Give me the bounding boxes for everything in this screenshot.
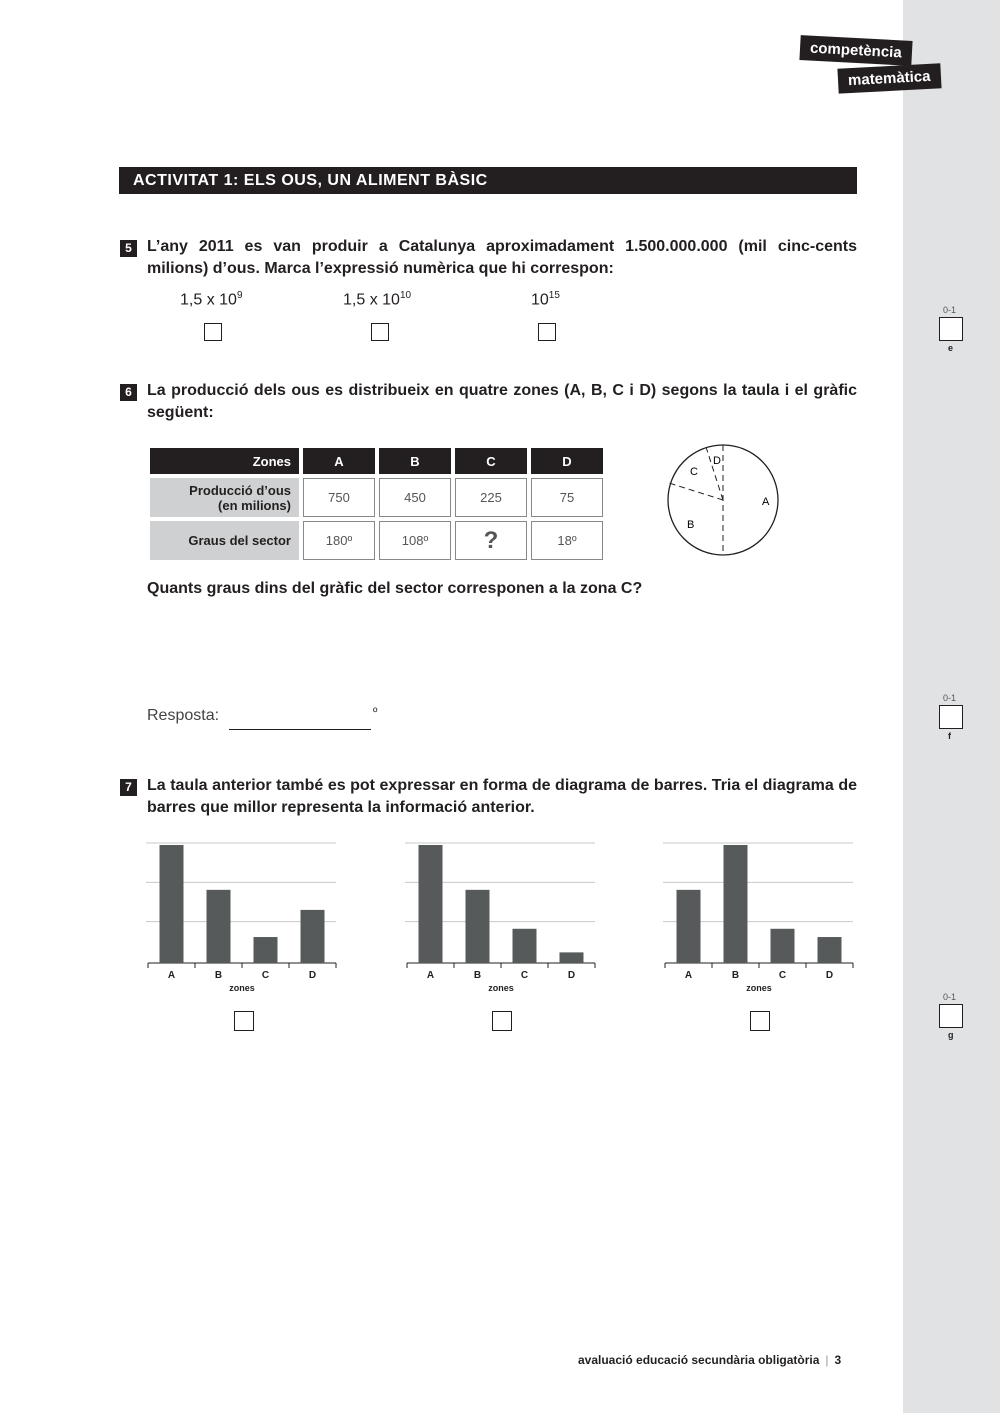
- q7-option-1-checkbox[interactable]: [234, 1011, 254, 1031]
- pie-chart: [660, 440, 790, 565]
- question-5-text: L’any 2011 es van produir a Catalunya aproximadament 1.500.000.000 (mil cinc-cents milions) d’ous. Marca l’expressió numèrica que hi correspon:: [147, 238, 857, 277]
- table-row-degrees: [150, 521, 603, 560]
- table-cell: 180º: [303, 521, 375, 560]
- pie-label-b: B: [687, 519, 695, 531]
- q5-option-3-checkbox[interactable]: [538, 323, 556, 341]
- table-cell: 18º: [531, 521, 603, 560]
- section-title: ACTIVITAT 1: ELS OUS, UN ALIMENT BÀSIC: [119, 167, 857, 194]
- q5-option-1-label: 1,5 x $10^9$: [180, 290, 243, 309]
- score-letter: f: [948, 731, 951, 741]
- q7-option-2-checkbox[interactable]: [492, 1011, 512, 1031]
- footer-separator: |: [825, 1353, 829, 1367]
- q5-option-3-label: $10^{15}$: [531, 290, 560, 309]
- tick-label: A: [684, 970, 693, 981]
- tick-label: D: [308, 970, 317, 981]
- footer: [578, 1353, 841, 1367]
- pie-label-c: C: [690, 466, 698, 478]
- q6-question: Quants graus dins del gràfic del sector corresponen a la zona C?: [147, 580, 643, 597]
- competencia-tag: competència: [799, 35, 912, 66]
- footer-text: avaluació educació secundària obligatòria: [578, 1353, 820, 1367]
- table-row-label-degrees: Graus del sector: [150, 521, 299, 560]
- question-5-number: 5: [120, 240, 137, 257]
- question-6-number: 6: [120, 384, 137, 401]
- tick-label: D: [825, 970, 834, 981]
- table-header-zones: Zones: [150, 448, 299, 474]
- table-row-production: [150, 478, 603, 517]
- bar-chart-option-2: [405, 835, 600, 995]
- table-cell: 108º: [379, 521, 451, 560]
- tick-label: B: [473, 970, 482, 981]
- tick-label: A: [167, 970, 176, 981]
- matematica-tag: matemàtica: [837, 63, 941, 93]
- q7-option-3-checkbox[interactable]: [750, 1011, 770, 1031]
- score-input[interactable]: [939, 317, 963, 341]
- q5-option-1-checkbox[interactable]: [204, 323, 222, 341]
- bar-a: [419, 845, 443, 963]
- bar-b: [207, 890, 231, 963]
- bar-c: [513, 929, 537, 963]
- table-cell: 450: [379, 478, 451, 517]
- score-letter: g: [948, 1030, 954, 1040]
- bar-b: [466, 890, 490, 963]
- bar-d: [301, 910, 325, 963]
- tick-label: D: [567, 970, 576, 981]
- score-letter: e: [948, 343, 954, 353]
- score-input[interactable]: [939, 1004, 963, 1028]
- score-input[interactable]: [939, 705, 963, 729]
- table-cell: 225: [455, 478, 527, 517]
- x-axis-label: zones: [488, 983, 514, 993]
- table-cell: 75: [531, 478, 603, 517]
- table-cell: 750: [303, 478, 375, 517]
- score-range: 0-1: [943, 693, 957, 703]
- bar-b: [724, 845, 748, 963]
- bar-d: [560, 952, 584, 963]
- tick-label: C: [778, 970, 787, 981]
- pie-label-d: D: [713, 455, 721, 467]
- bar-a: [677, 890, 701, 963]
- bar-chart-option-3: [663, 835, 858, 995]
- table-header-row: [150, 448, 603, 474]
- x-axis-label: zones: [229, 983, 255, 993]
- production-table: [146, 444, 607, 564]
- bar-c: [254, 937, 278, 963]
- tick-label: C: [261, 970, 270, 981]
- bar-a: [160, 845, 184, 963]
- pie-divider-b: [669, 483, 723, 500]
- question-7-text: La taula anterior també es pot expressar en forma de diagrama de barres. Tria el diagrama de barres que millor representa la informació anterior.: [147, 777, 857, 816]
- score-range: 0-1: [943, 992, 957, 1002]
- x-axis-label: zones: [746, 983, 772, 993]
- tick-label: B: [731, 970, 740, 981]
- unknown-degree-cell: ?: [455, 521, 527, 560]
- bar-c: [771, 929, 795, 963]
- tick-label: C: [520, 970, 529, 981]
- bar-d: [818, 937, 842, 963]
- tick-label: A: [426, 970, 435, 981]
- answer-label: Resposta:: [147, 707, 220, 724]
- table-header-b: B: [379, 448, 451, 474]
- answer-input-line[interactable]: [229, 729, 371, 730]
- question-7-number: 7: [120, 779, 137, 796]
- page-number: 3: [834, 1353, 842, 1367]
- question-6-text: La producció dels ous es distribueix en quatre zones (A, B, C i D) segons la taula i el gràfic següent:: [147, 382, 857, 421]
- tick-label: B: [214, 970, 223, 981]
- q5-option-2-checkbox[interactable]: [371, 323, 389, 341]
- table-row-label-production: Producció d’ous (en milions): [150, 478, 299, 517]
- pie-label-a: A: [762, 496, 770, 508]
- bar-chart-option-1: [146, 835, 341, 995]
- table-header-d: D: [531, 448, 603, 474]
- table-header-a: A: [303, 448, 375, 474]
- q5-option-2-label: 1,5 x $10^{10}$: [343, 290, 412, 309]
- table-header-c: C: [455, 448, 527, 474]
- score-range: 0-1: [943, 305, 957, 315]
- answer-unit: º: [373, 705, 378, 719]
